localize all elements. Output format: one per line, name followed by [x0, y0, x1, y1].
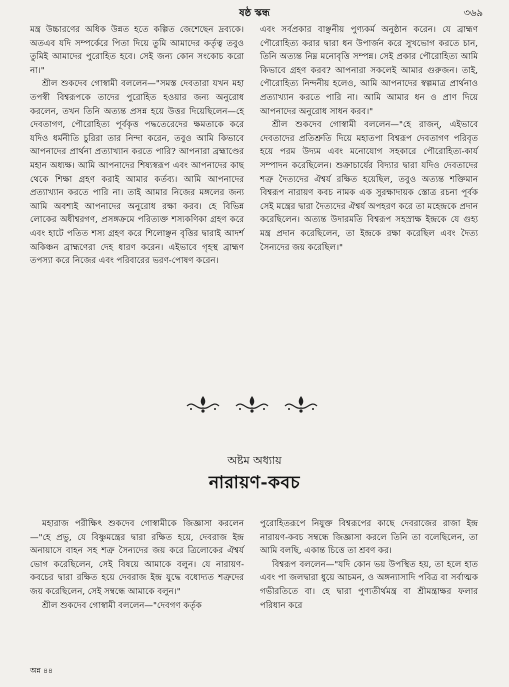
ornament-center: [232, 394, 272, 414]
flourish-icon: [183, 394, 223, 414]
flourish-icon: [232, 394, 272, 414]
paragraph: শ্রীল শুকদেব গোস্বামী বললেন—"দেবগণ কর্তৃক: [42, 600, 202, 611]
paragraph: পুরোহিতরূপে নিযুক্ত বিশ্বরূপের কাছে দেবরাজের রাজা ইন্দ্র নারায়ণ-কবচ সম্বন্ধে জিজ্ঞাসা করলে তিনি তা বলেছিলেন, তা আমি বলছি, একান্ত চিত্তে তা শ্রবণ কর।: [260, 519, 478, 557]
page-header: [0, 6, 509, 20]
chapter-number: অষ্টম অধ্যায়: [227, 454, 282, 467]
paragraph: শ্রীল শুকদেব গোস্বামী বললেন—"হে রাজন্, এইভাবে দেবতাদের প্রতিশ্রুতি দিয়ে মহাতপা বিশ্বরূপ দেবতাগণ পরিবৃত হয়ে পরম উদ্যম এবং মনোযোগ সহকারে পৌরোহিত্য-কার্য সম্পাদন করেছিলেন। শুক্রাচার্যের বিদ্যার দ্বারা যদিও দেবতাদের শত্রু দৈত্যদের ঐশ্বর্য রক্ষিত হয়েছিল, তবুও অত্যন্ত শক্তিমান বিশ্বরূপ নারায়ণ কবচ নামক এক সুরক্ষাদায়ক স্তোত্র রচনা পূর্বক সেই মন্ত্রের দ্বারা দৈত্যদের ঐশ্বর্য অপহরণ করে তা মহেন্দ্রকে প্রদান করেছিলেন। অত্যন্ত উদারমতি বিশ্বরূপ সহস্রাক্ষ ইন্দ্রকে যে গুহ্য মন্ত্র প্রদান করেছিলেন, তা ইন্দ্রকে রক্ষা করেছিল এবং দৈত্য সৈন্যদের জয় করেছিল।": [260, 120, 478, 253]
footer-signature: অন্ন ৪৪: [30, 666, 53, 675]
paragraph: মন্ত্র উচ্চারণের অধিক উন্নত হতে কল্পিত জেশেছেন দ্রব্যকে। অতএব যদি সম্পর্কেরে পিতা দিয়ে তুমি আমাদের কর্তৃত্ব তবুও তুমিই আমাদের পুরোহিত হবে। সেই জন্য কোন সংকোচ করো না।": [30, 25, 244, 76]
paragraph: শ্রীল শুকদেব গোস্বামী বললেন—"সমস্ত দেবতারা যখন মহা তপস্বী বিশ্বরূপকে তাদের পুরোহিত হওয়ার জন্য অনুরোধ করলেন, তখন তিনি অত্যন্ত প্রসন্ন হয়ে উত্তর দিয়েছিলেন—হে দেবতাগণ, পৌরোহিত্য পূর্বকৃত্ত পদ্ধতেরেদের ক্ষমতাকে করে যদিও ধর্মনীতি চুরিরা তার নিন্দা করেন, তবুও আমি কিভাবে আপনাদের প্রার্থনা প্রত্যাখ্যান করতে পারি? আপনারা ব্রহ্মাণ্ডের মহান অধ্যক্ষ। আমি আপনাদের শিষ্যস্বরূপ এবং আপনাদের কাছ থেকে শিক্ষা গ্রহণ করাই আমার কর্তব্য। আমি আপনাদের প্রত্যাখ্যান করতে পারি না। তাই আমার নিজের মঙ্গলের জন্য আমি অবশ্যই আপনাদের অনুরোধ রক্ষা করব। হে বিভিন্ন লোকের অধীশ্বরগণ, প্রসঙ্গক্রমে পরিত্যক্ত শস্যকণিকা গ্রহণ করে এবং হাটে পতিত শস্য গ্রহণ করে শিলোঞ্ছন বৃত্তির দ্বারাই আদর্শ অকিঞ্চন ব্রাহ্মণেরা দেহ ধারণ করেন। এইভাবে গৃহস্থ ব্রাহ্মণ তপস্যা করে নিজের এবং পরিবারের ভরণ-পোষণ করেন।: [30, 79, 244, 267]
column-left-top: [30, 24, 244, 269]
paragraph: এবং সর্বপ্রকার বাঞ্ছনীয় পুণ্যকর্ম অনুষ্ঠান করেন। যে ব্রাহ্মণ পৌরোহিত্য করার দ্বারা ধন উপার্জন করে সুখভোগ করতে চান, তিনি অত্যন্ত নিম্ন মনোবৃত্তি সম্পন্ন। সেই প্রকার পৌরোহিত্য আমি কিভাবে গ্রহণ করব? আপনারা সকলেই আমার গুরুজন। তাই, পৌরোহিত্য নিন্দনীয় হলেও, আমি আপনাদের স্বল্পমাত্র প্রার্থনাও প্রত্যাখ্যান করতে পারি না। আমি আমার ধন ও প্রাণ দিয়ে আপনাদের অনুরোধ সাধন করব।": [260, 25, 478, 117]
chapter-title: নারায়ণ-কবচ: [208, 473, 301, 493]
column-right-bottom: [260, 518, 478, 613]
paragraph: মহারাজ পরীক্ষিৎ শুকদেব গোস্বামীকে জিজ্ঞাসা করলেন—"হে প্রভু, যে বিষ্ণুমন্ত্রের দ্বারা রক্ষিত হয়ে, দেবরাজ ইন্দ্র অনায়াসে বাহন সহ শত্রু সৈন্যদের জয় করে ত্রিলোকের ঐশ্বর্য ভোগ করেছিলেন, সেই বিষয়ে আমাকে বলুন। যে নারায়ণ-কবচের দ্বারা রক্ষিত হয়ে দেবরাজ ইন্দ্র যুদ্ধে বধোদ্যত শত্রুদের জয় করেছিলেন, সেই সম্বন্ধে আমাকে বলুন।": [30, 519, 244, 597]
column-left-bottom: [30, 518, 244, 613]
page-number: ৩৬৯: [463, 8, 483, 19]
paragraph: বিশ্বরূপ বললেন—"যদি কোন ভয় উপস্থিত হয়, তা হলে হাত এবং পা জলদ্বারা ধুয়ে আচমন, ও অঙ্গন্যাসাদি পবিত্র বা সর্বাত্মক গভীরতিতে বা। হে দ্বারা পুণ্যতীর্থমন্ত্র বা শ্রীমন্ত্রাক্ষর ফলার পরিধান করে: [260, 559, 478, 611]
ornament-right: [281, 394, 321, 414]
column-right-top: [260, 24, 478, 255]
flourish-icon: [281, 394, 321, 414]
running-head-title: ষষ্ঠ স্কন্ধ: [239, 8, 270, 19]
ornament-left: [183, 394, 223, 414]
